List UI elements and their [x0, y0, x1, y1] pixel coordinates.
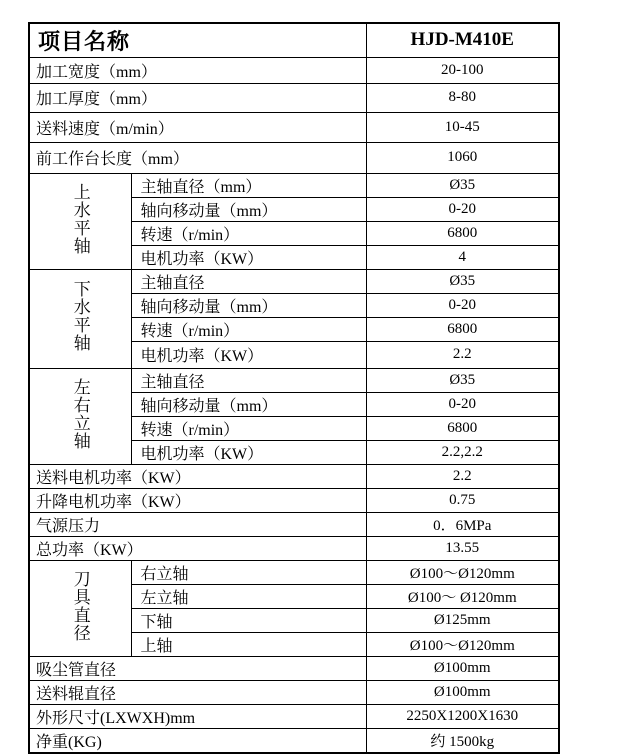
row-label: 上轴	[131, 632, 366, 656]
table-row	[29, 656, 559, 680]
table-row	[29, 269, 559, 293]
row-label: 外形尺寸(LXWXH)mm	[29, 704, 366, 728]
header-row	[29, 23, 559, 57]
row-value: Ø35	[366, 368, 559, 392]
spec-table	[28, 22, 560, 754]
group-label-upper-horizontal-shaft	[29, 173, 131, 269]
row-label: 主轴直径（mm）	[131, 173, 366, 197]
row-value: Ø100～Ø120mm	[366, 560, 559, 584]
group-label-text: 左右立轴	[70, 377, 90, 450]
table-row	[29, 368, 559, 392]
row-value: Ø125mm	[366, 608, 559, 632]
table-row	[29, 488, 559, 512]
row-label: 气源压力	[29, 512, 366, 536]
row-label: 送料速度（m/min）	[29, 112, 366, 142]
group-label-left-right-vertical-shaft	[29, 368, 131, 464]
row-value: Ø35	[366, 173, 559, 197]
row-value: 2.2	[366, 464, 559, 488]
row-value: 20-100	[366, 57, 559, 83]
row-label: 送料电机功率（KW）	[29, 464, 366, 488]
header-name-label: 项目名称	[29, 23, 366, 57]
row-value: Ø35	[366, 269, 559, 293]
row-label: 升降电机功率（KW）	[29, 488, 366, 512]
row-label: 加工宽度（mm）	[29, 57, 366, 83]
table-row	[29, 728, 559, 753]
table-row	[29, 173, 559, 197]
row-value: 2.2	[366, 341, 559, 368]
group-label-text: 下水平轴	[70, 280, 90, 352]
table-row	[29, 83, 559, 112]
row-value: 6800	[366, 317, 559, 341]
row-label: 轴向移动量（mm）	[131, 197, 366, 221]
row-label: 轴向移动量（mm）	[131, 392, 366, 416]
row-value: 8-80	[366, 83, 559, 112]
table-row	[29, 560, 559, 584]
table-row	[29, 142, 559, 173]
row-label: 净重(KG)	[29, 728, 366, 753]
row-label: 前工作台长度（mm）	[29, 142, 366, 173]
row-label: 加工厚度（mm）	[29, 83, 366, 112]
row-label: 电机功率（KW）	[131, 440, 366, 464]
row-value: 2.2,2.2	[366, 440, 559, 464]
group-label-text: 刀具直径	[70, 569, 90, 642]
row-value: 6800	[366, 416, 559, 440]
table-row	[29, 536, 559, 560]
row-value: 0.75	[366, 488, 559, 512]
row-label: 电机功率（KW）	[131, 341, 366, 368]
row-label: 下轴	[131, 608, 366, 632]
row-value: Ø100～Ø120mm	[366, 632, 559, 656]
row-value: 6800	[366, 221, 559, 245]
row-value: 0．6MPa	[366, 512, 559, 536]
row-label: 轴向移动量（mm）	[131, 293, 366, 317]
table-row	[29, 512, 559, 536]
row-value: Ø100～ Ø120mm	[366, 584, 559, 608]
table-row	[29, 464, 559, 488]
row-label: 转速（r/min）	[131, 317, 366, 341]
row-label: 送料辊直径	[29, 680, 366, 704]
row-value: 0-20	[366, 392, 559, 416]
header-model: HJD-M410E	[366, 23, 559, 57]
table-row	[29, 704, 559, 728]
row-value: 0-20	[366, 197, 559, 221]
row-label: 转速（r/min）	[131, 416, 366, 440]
row-value: 10-45	[366, 112, 559, 142]
row-label: 右立轴	[131, 560, 366, 584]
table-row	[29, 112, 559, 142]
group-label-tool-diameter	[29, 560, 131, 656]
row-label: 主轴直径	[131, 269, 366, 293]
row-value: Ø100mm	[366, 680, 559, 704]
row-label: 电机功率（KW）	[131, 245, 366, 269]
row-value: Ø100mm	[366, 656, 559, 680]
row-value: 1060	[366, 142, 559, 173]
row-value: 0-20	[366, 293, 559, 317]
group-label-text: 上水平轴	[70, 182, 90, 255]
row-label: 左立轴	[131, 584, 366, 608]
row-value: 约 1500kg	[366, 728, 559, 753]
table-row	[29, 57, 559, 83]
row-value: 13.55	[366, 536, 559, 560]
row-label: 转速（r/min）	[131, 221, 366, 245]
row-value: 4	[366, 245, 559, 269]
row-value: 2250X1200X1630	[366, 704, 559, 728]
table-row	[29, 680, 559, 704]
row-label: 主轴直径	[131, 368, 366, 392]
row-label: 吸尘管直径	[29, 656, 366, 680]
group-label-lower-horizontal-shaft	[29, 269, 131, 368]
row-label: 总功率（KW）	[29, 536, 366, 560]
